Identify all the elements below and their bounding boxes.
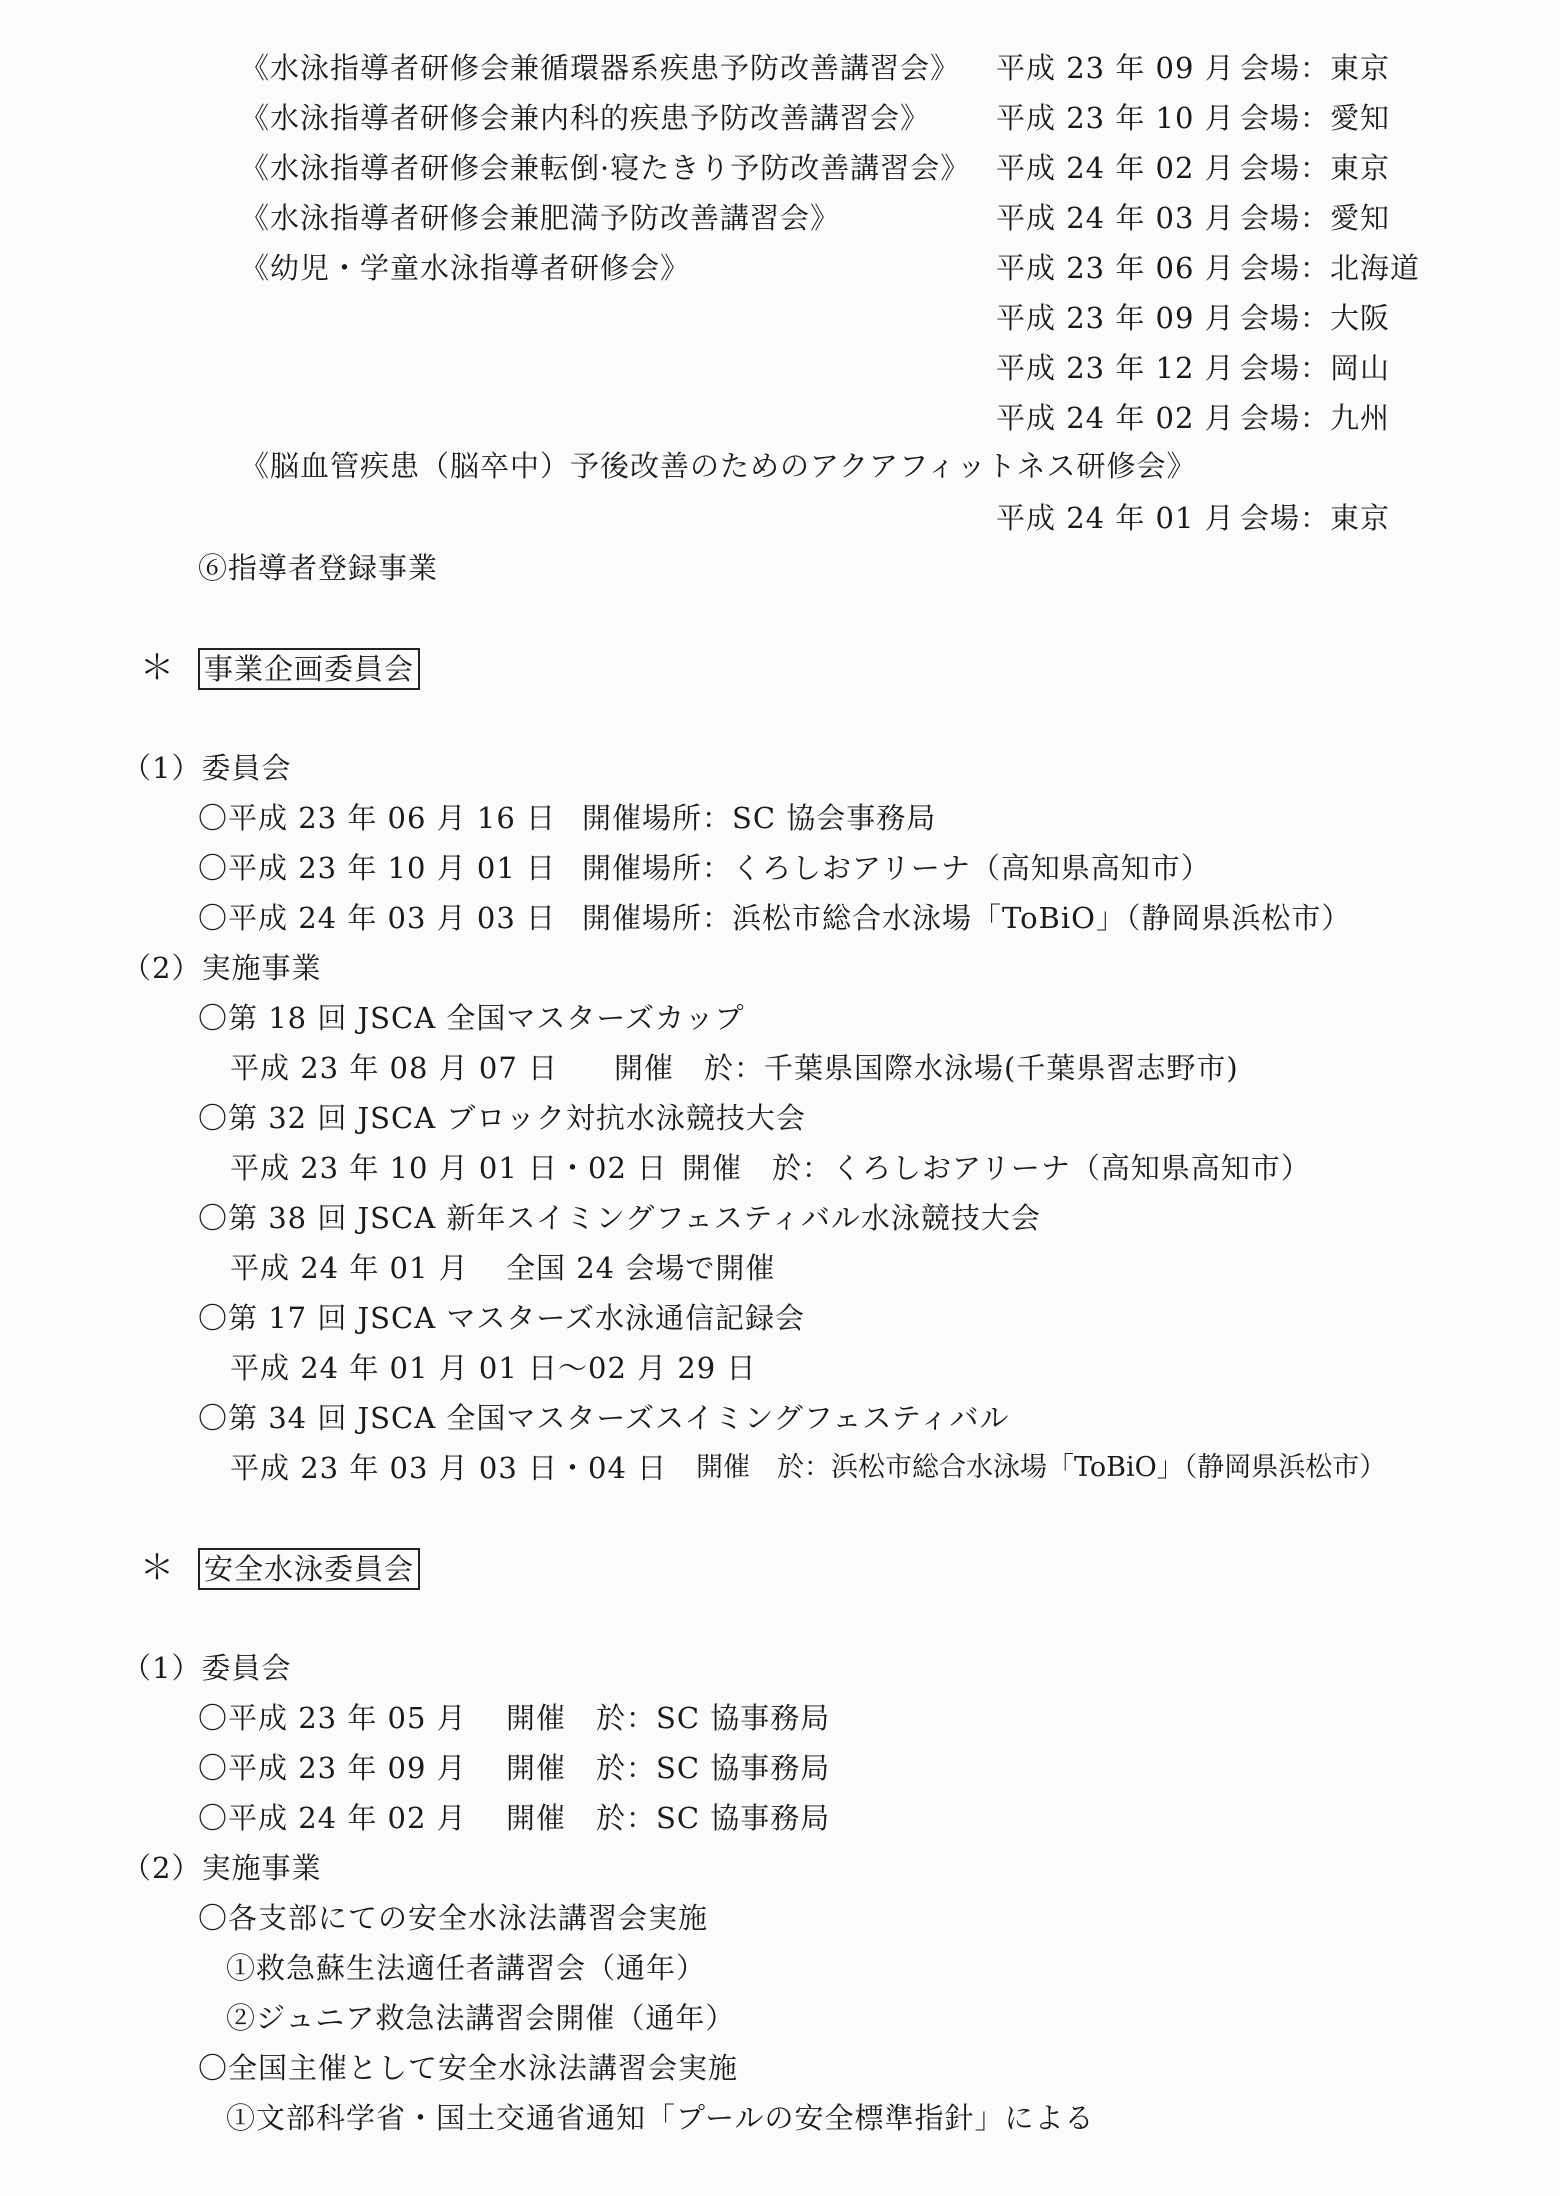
event-date: 平成 24 年 01 月 xyxy=(230,1251,469,1285)
training-date: 平成 24 年 02 月 xyxy=(996,151,1235,185)
meeting-place: 開催場所：SC 協会事務局 xyxy=(582,801,937,835)
event-name: 〇第 32 回 JSCA ブロック対抗水泳競技大会 xyxy=(198,1101,806,1135)
stroke-training-title: 《脳血管疾患（脳卒中）予後改善のためのアクアフィットネス研修会》 xyxy=(240,449,1197,483)
list-item: 〇全国主催として安全水泳法講習会実施 xyxy=(198,2051,739,2085)
event-name: 〇第 17 回 JSCA マスターズ水泳通信記録会 xyxy=(198,1301,805,1335)
training-venue: 会場：北海道 xyxy=(1240,251,1421,285)
meeting-date: 〇平成 24 年 03 月 03 日 xyxy=(198,901,557,935)
training-venue: 会場：岡山 xyxy=(1240,351,1391,385)
training-date: 平成 23 年 06 月 xyxy=(996,251,1235,285)
list-item: ①文部科学省・国土交通省通知「プールの安全標準指針」による xyxy=(226,2101,1095,2135)
training-title: 《水泳指導者研修会兼転倒·寝たきり予防改善講習会》 xyxy=(240,151,971,185)
projects-label: （2）実施事業 xyxy=(122,951,322,985)
event-detail: 開催 於：千葉県国際水泳場(千葉県習志野市) xyxy=(614,1051,1239,1085)
training-venue: 会場：大阪 xyxy=(1240,301,1391,335)
meeting-date: 〇平成 23 年 06 月 16 日 xyxy=(198,801,557,835)
event-date: 平成 23 年 03 月 03 日・04 日 xyxy=(230,1451,668,1485)
training-title: 《幼児・学童水泳指導者研修会》 xyxy=(240,251,691,285)
event-date: 平成 24 年 01 月 01 日～02 月 29 日 xyxy=(230,1351,757,1385)
training-venue: 会場：東京 xyxy=(1240,51,1391,85)
training-venue: 会場：九州 xyxy=(1240,401,1391,435)
training-title: 《水泳指導者研修会兼肥満予防改善講習会》 xyxy=(240,201,841,235)
training-venue: 会場：愛知 xyxy=(1240,201,1391,235)
event-name: 〇第 38 回 JSCA 新年スイミングフェスティバル水泳競技大会 xyxy=(198,1201,1041,1235)
list-item: ②ジュニア救急法講習会開催（通年） xyxy=(226,2001,736,2035)
event-date: 平成 23 年 10 月 01 日・02 日 xyxy=(230,1151,668,1185)
event-detail: 開催 於：浜松市総合水泳場「ToBiO」（静岡県浜松市） xyxy=(696,1452,1387,1483)
meeting-date: 〇平成 23 年 09 月 xyxy=(198,1751,467,1785)
section-heading: 安全水泳委員会 xyxy=(198,1548,420,1590)
meeting-date: 〇平成 24 年 02 月 xyxy=(198,1801,467,1835)
event-name: 〇第 18 回 JSCA 全国マスターズカップ xyxy=(198,1001,745,1035)
meeting-place: 開催 於：SC 協事務局 xyxy=(506,1701,831,1735)
training-venue: 会場：愛知 xyxy=(1240,101,1391,135)
asterisk-mark: ＊ xyxy=(140,1548,174,1588)
event-name: 〇第 34 回 JSCA 全国マスターズスイミングフェスティバル xyxy=(198,1401,1010,1435)
list-item: 〇各支部にての安全水泳法講習会実施 xyxy=(198,1901,709,1935)
list-item: ①救急蘇生法適任者講習会（通年） xyxy=(226,1951,707,1985)
registration-item: ⑥指導者登録事業 xyxy=(198,551,439,585)
meeting-date: 〇平成 23 年 10 月 01 日 xyxy=(198,851,557,885)
committee-label: （1）委員会 xyxy=(122,751,292,785)
training-date: 平成 23 年 09 月 xyxy=(996,51,1235,85)
training-date: 平成 23 年 10 月 xyxy=(996,101,1235,135)
meeting-place: 開催場所：浜松市総合水泳場「ToBiO」（静岡県浜松市） xyxy=(582,901,1352,935)
stroke-training-venue: 会場：東京 xyxy=(1240,501,1391,535)
training-date: 平成 24 年 03 月 xyxy=(996,201,1235,235)
training-date: 平成 24 年 02 月 xyxy=(996,401,1235,435)
meeting-date: 〇平成 23 年 05 月 xyxy=(198,1701,467,1735)
training-title: 《水泳指導者研修会兼内科的疾患予防改善講習会》 xyxy=(240,101,931,135)
event-detail: 開催 於：くろしおアリーナ（高知県高知市） xyxy=(682,1151,1311,1185)
training-venue: 会場：東京 xyxy=(1240,151,1391,185)
asterisk-mark: ＊ xyxy=(140,648,174,688)
meeting-place: 開催 於：SC 協事務局 xyxy=(506,1751,831,1785)
event-detail: 全国 24 会場で開催 xyxy=(506,1251,776,1285)
training-title: 《水泳指導者研修会兼循環器系疾患予防改善講習会》 xyxy=(240,51,961,85)
committee-label: （1）委員会 xyxy=(122,1651,292,1685)
event-date: 平成 23 年 08 月 07 日 xyxy=(230,1051,559,1085)
projects-label: （2）実施事業 xyxy=(122,1851,322,1885)
training-date: 平成 23 年 12 月 xyxy=(996,351,1235,385)
section-heading: 事業企画委員会 xyxy=(198,648,420,690)
meeting-place: 開催 於：SC 協事務局 xyxy=(506,1801,831,1835)
stroke-training-date: 平成 24 年 01 月 xyxy=(996,501,1235,535)
training-date: 平成 23 年 09 月 xyxy=(996,301,1235,335)
meeting-place: 開催場所：くろしおアリーナ（高知県高知市） xyxy=(582,851,1211,885)
